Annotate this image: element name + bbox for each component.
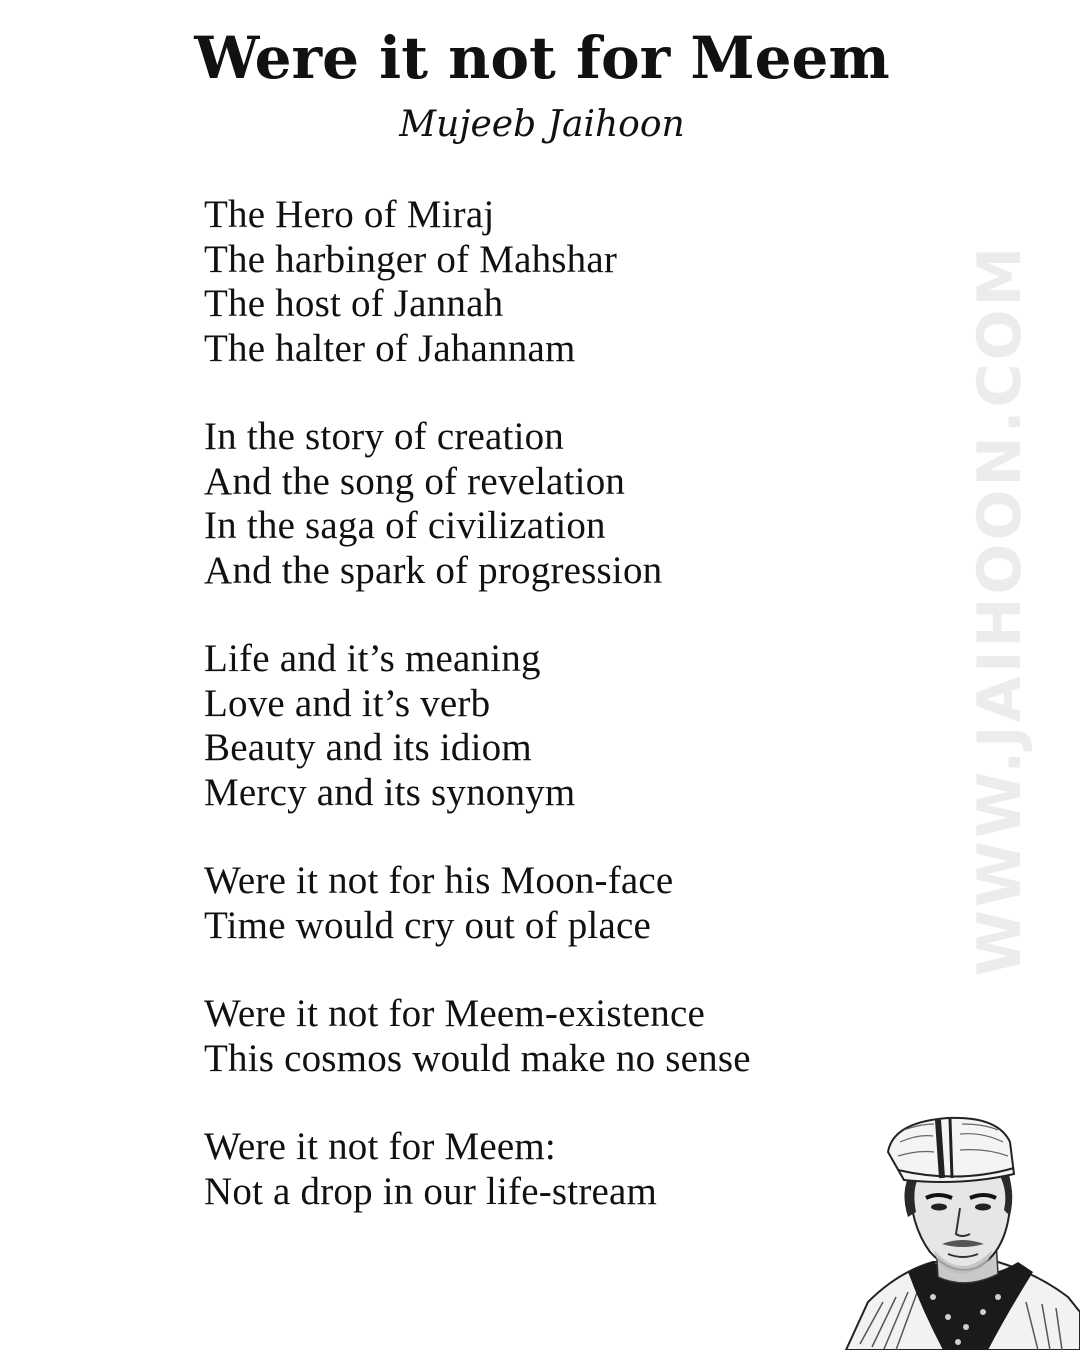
poem-line: Were it not for his Moon-face: [204, 859, 674, 902]
website-watermark: WWW.JAIHOON.COM: [965, 243, 1035, 977]
poem-line: Time would cry out of place: [204, 903, 651, 947]
poem-line: The harbinger of Mahshar: [204, 237, 618, 281]
poem-line: In the saga of civilization: [204, 504, 606, 547]
poem-line: The halter of Jahannam: [204, 326, 576, 370]
author-portrait-icon: [838, 1112, 1080, 1350]
stanza-6: [204, 1125, 884, 1214]
poem-body: [204, 193, 884, 1258]
poem-line: Life and it’s meaning: [204, 637, 541, 680]
stanza-3: [204, 637, 884, 815]
stanza-5: [204, 992, 884, 1081]
poem-line: Beauty and its idiom: [204, 726, 532, 769]
poem-line: Mercy and its synonym: [204, 770, 576, 814]
poem-line: Not a drop in our life-stream: [204, 1169, 658, 1213]
poem-line: And the spark of progression: [204, 548, 663, 592]
poem-line: And the song of revelation: [204, 459, 626, 503]
poem-line: The Hero of Miraj: [204, 193, 495, 236]
poem-line: Were it not for Meem:: [204, 1125, 556, 1168]
poem-author: Mujeeb Jaihoon: [399, 104, 685, 145]
stanza-2: [204, 415, 884, 593]
poem-line: This cosmos would make no sense: [204, 1036, 751, 1080]
poem-line: Were it not for Meem-existence: [204, 992, 705, 1035]
stanza-4: [204, 859, 884, 948]
poem-line: The host of Jannah: [204, 282, 504, 325]
poem-line: Love and it’s verb: [204, 681, 491, 725]
poem-line: In the story of creation: [204, 415, 565, 458]
poem-title: Were it not for Meem: [194, 24, 890, 92]
stanza-1: [204, 193, 884, 371]
